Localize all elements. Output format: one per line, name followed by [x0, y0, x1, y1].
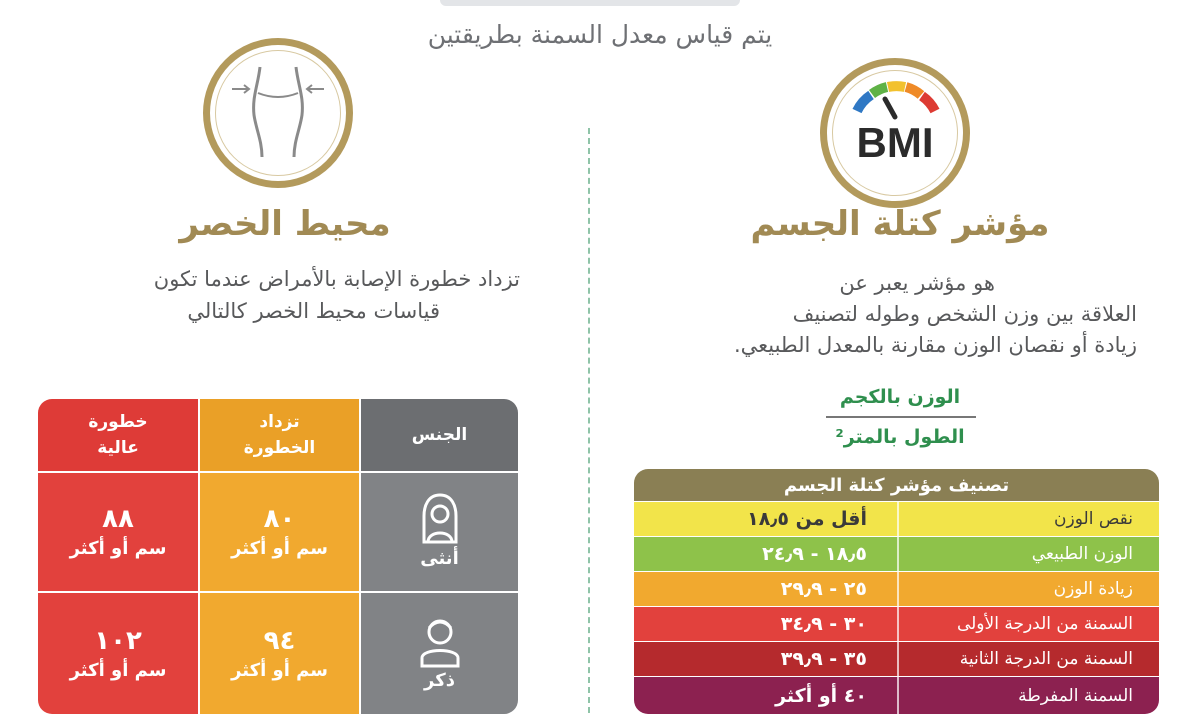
unit-label: سم أو أكثر — [231, 538, 328, 559]
bmi-range: أقل من ١٨٫٥ — [747, 508, 867, 530]
bmi-category: نقص الوزن — [897, 502, 1159, 536]
intro-text: يتم قياس معدل السمنة بطريقتين — [427, 20, 773, 49]
bmi-range: ٣٠ - ٣٤٫٩ — [780, 613, 867, 635]
waist-desc-2: قياسات محيط الخصر كالتالي — [187, 299, 440, 323]
female-label: أنثى — [420, 548, 459, 569]
formula-numerator: الوزن بالكجم — [839, 386, 961, 408]
bmi-row — [634, 537, 1159, 571]
bmi-row — [634, 642, 1159, 676]
bmi-category: السمنة من الدرجة الأولى — [897, 607, 1159, 641]
male-increased-value: ٩٤ — [263, 625, 296, 656]
female-cell — [361, 473, 518, 591]
high-header-line1: خطورة — [88, 412, 148, 432]
male-high-cell — [38, 593, 198, 714]
bmi-range: ١٨٫٥ - ٢٤٫٩ — [762, 543, 867, 565]
bmi-classification-table — [634, 469, 1159, 714]
female-high-value: ٨٨ — [102, 504, 134, 534]
waist-desc-1: تزداد خطورة الإصابة بالأمراض عندما تكون — [153, 267, 520, 291]
formula-denominator: الطول بالمتر² — [835, 426, 965, 448]
waist-title: محيط الخصر — [179, 204, 391, 244]
bmi-desc-2: العلاقة بين وزن الشخص وطوله لتصنيف — [792, 302, 1137, 326]
waist-icon — [210, 45, 346, 181]
female-icon — [418, 492, 462, 546]
bmi-desc-1: هو مؤشر يعبر عن — [839, 271, 995, 295]
female-increased-cell — [200, 473, 359, 591]
male-label: ذكر — [424, 669, 455, 691]
bmi-title: مؤشر كتلة الجسم — [750, 204, 1050, 244]
unit-label: سم أو أكثر — [231, 659, 328, 681]
bmi-range: ٤٠ أو أكثر — [775, 684, 867, 707]
bmi-table-title: تصنيف مؤشر كتلة الجسم — [634, 469, 1159, 501]
male-high-value: ١٠٢ — [94, 625, 142, 656]
increased-risk-header — [200, 399, 359, 471]
bmi-category: السمنة من الدرجة الثانية — [897, 642, 1159, 676]
bmi-range: ٣٥ - ٣٩٫٩ — [780, 648, 867, 670]
female-increased-value: ٨٠ — [263, 504, 296, 534]
gender-header-label: الجنس — [411, 425, 468, 445]
bmi-category: الوزن الطبيعي — [897, 537, 1159, 571]
increased-header-line1: تزداد — [259, 412, 300, 432]
gender-header — [361, 399, 518, 471]
unit-label: سم أو أكثر — [69, 538, 167, 559]
bmi-badge — [820, 58, 970, 208]
bmi-row — [634, 572, 1159, 606]
fraction-line — [826, 416, 976, 418]
bmi-row — [634, 502, 1159, 536]
bmi-logo-text: BMI — [856, 119, 934, 166]
high-risk-header — [38, 399, 198, 471]
bmi-row — [634, 607, 1159, 641]
unit-label: سم أو أكثر — [69, 659, 167, 681]
top-tab — [440, 0, 740, 6]
bmi-category: السمنة المفرطة — [897, 677, 1159, 714]
male-cell — [361, 593, 518, 714]
female-high-cell — [38, 473, 198, 591]
high-header-line2: عالية — [97, 438, 139, 458]
bmi-category: زيادة الوزن — [897, 572, 1159, 606]
increased-header-line2: الخطورة — [243, 438, 316, 458]
bmi-desc-3: زيادة أو نقصان الوزن مقارنة بالمعدل الطبيعي. — [733, 333, 1137, 357]
waist-table — [38, 399, 518, 714]
male-increased-cell — [200, 593, 359, 714]
waist-badge — [203, 38, 353, 188]
bmi-range: ٢٥ - ٢٩٫٩ — [780, 578, 867, 600]
male-icon — [418, 614, 462, 668]
bmi-row — [634, 677, 1159, 714]
column-divider — [588, 128, 590, 713]
